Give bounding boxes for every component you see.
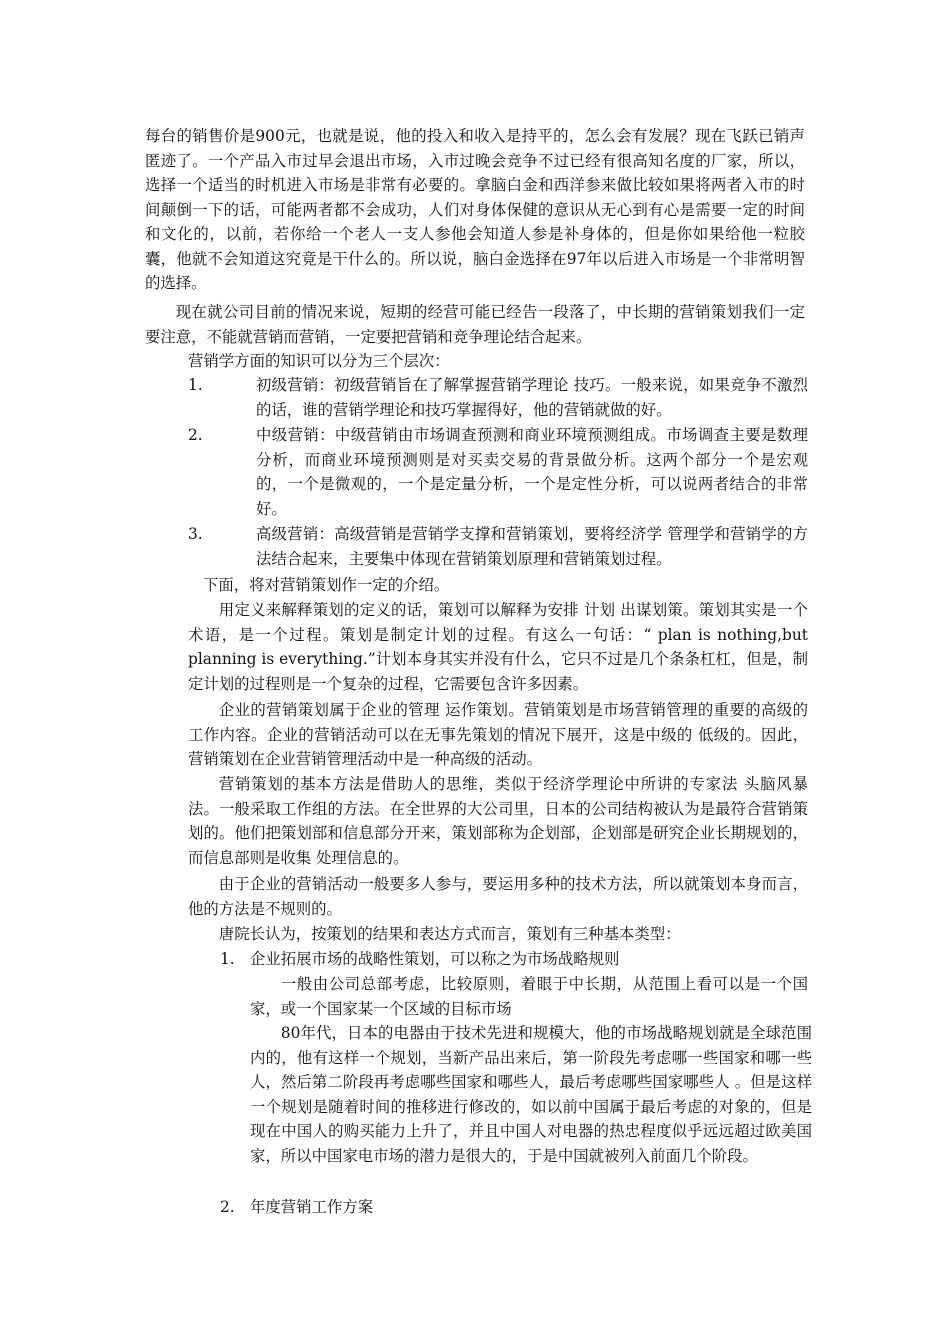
list-number: 1. — [188, 376, 203, 394]
paragraph-definition — [188, 598, 808, 696]
paragraph-type1-example — [250, 1021, 812, 1168]
paragraph-text: 一般由公司总部考虑，比较原则，着眼于中长期，从范围上看可以是一个国家，或一个国家某一个区域的目标市场 — [250, 975, 808, 1018]
paragraph-type1-description — [250, 972, 808, 1021]
list-item-level-3 — [188, 522, 808, 572]
list-number: 3. — [188, 525, 203, 543]
paragraph-text: 唐院长认为，按策划的结果和表达方式而言，策划有三种基本类型： — [218, 925, 681, 943]
paragraph-intro-planning — [203, 573, 803, 598]
list-text: 企业拓展市场的战略性策划，可以称之为市场战略规则 — [250, 950, 620, 968]
list-item-level-1 — [188, 373, 808, 423]
paragraph-text: 营销策划的基本方法是借助人的思维，类似于经济学理论中所讲的专家法 头脑风暴法。一般采取工作组的方法。在全世界的大公司里，日本的公司结构被认为是最符合营销策划的。他们把策划部和信息部分开来，策划部称为企划部，企划部是研究企业长期规划的，而信息部则是收集 处理信息的。 — [188, 775, 808, 867]
paragraph-text: 企业的营销策划属于企业的管理 运作策划。营销策划是市场营销管理的重要的高级的工作内容。企业的营销活动可以在无事先策划的情况下展开，这是中级的 低级的。因此，营销策划在企业营销管理活动中是一种高级的活动。 — [188, 701, 808, 768]
paragraph-three-types — [188, 922, 808, 947]
list-number: 2. — [188, 426, 203, 444]
paragraph-intro-continuation — [145, 124, 805, 296]
list-item-type-1 — [220, 947, 810, 972]
paragraph-text: 现在就公司目前的情况来说，短期的经营可能已经告一段落了，中长期的营销策划我们一定要注意，不能就营销而营销，一定要把营销和竞争理论结合起来。 — [145, 303, 805, 346]
paragraph-company-situation — [145, 300, 805, 349]
paragraph-text: 用定义来解释策划的定义的话，策划可以解释为安排 计划 出谋划策。策划其实是一个术语，是一个过程。策划是制定计划的过程。有这么一句话：“ plan is nothing,but planning is everything.”计划本身其实并没有什么，它只不过是几个条条杠杠，但是，制定计划的过程则是一个复杂的过程，它需要包含许多因素。 — [188, 601, 808, 693]
paragraph-text: 每台的销售价是900元，也就是说，他的投入和收入是持平的，怎么会有发展？现在飞跃已销声匿迹了。一个产品入市过早会退出市场，入市过晚会竞争不过已经有很高知名度的厂家，所以，选择一个适当的时机进入市场是非常有必要的。拿脑白金和西洋参来做比较如果将两者入市的时间颠倒一下的话，可能两者都不会成功，人们对身体保健的意识从无心到有心是需要一定的时间和文化的，以前，若你给一个老人一支人参他会知道人参是补身体的，但是你如果给他一粒胶囊，他就不会知道这究竟是干什么的。所以说，脑白金选择在97年以后进入市场是一个非常明智的选择。 — [145, 127, 805, 292]
paragraph-enterprise-planning — [188, 698, 808, 772]
list-text: 高级营销：高级营销是营销学支撑和营销策划，要将经济学 管理学和营销学的方法结合起来，主要集中体现在营销策划原理和营销策划过程。 — [256, 525, 808, 568]
paragraph-levels-intro — [188, 349, 808, 374]
paragraph-text: 下面，将对营销策划作一定的介绍。 — [203, 576, 450, 594]
paragraph-irregular-method — [188, 872, 808, 921]
list-number: 1. — [220, 950, 235, 968]
paragraph-text: 由于企业的营销活动一般要多人参与，要运用多种的技术方法，所以就策划本身而言，他的方法是不规则的。 — [188, 875, 808, 918]
paragraph-text: 80年代，日本的电器由于技术先进和规模大，他的市场战略规划就是全球范围内的，他有这样一个规划，当新产品出来后，第一阶段先考虑哪一些国家和哪一些人，然后第二阶段再考虑哪些国家和哪些人，最后考虑哪些国家哪些人 。但是这样一个规划是随着时间的推移进行修改的，如以前中国属于最后考虑的对象的，但是现在中国人的购买能力上升了，并且中国人对电器的热忠程度似乎远远超过欧美国家，所以中国家电市场的潜力是很大的，于是中国就被列入前面几个阶段。 — [250, 1024, 812, 1165]
list-text: 中级营销：中级营销由市场调查预测和商业环境预测组成。市场调查主要是数理分析，而商业环境预测则是对买卖交易的背景做分析。这两个部分一个是宏观的，一个是微观的，一个是定量分析，一个是定性分析，可以说两者结合的非常好。 — [256, 426, 808, 518]
list-text: 初级营销：初级营销旨在了解掌握营销学理论 技巧。一般来说，如果竞争不激烈的话，谁的营销学理论和技巧掌握得好，他的营销就做的好。 — [256, 376, 808, 419]
paragraph-basic-method — [188, 772, 808, 870]
list-text: 年度营销工作方案 — [250, 1198, 374, 1216]
list-number: 2. — [220, 1198, 235, 1216]
list-item-level-2 — [188, 423, 808, 521]
list-item-type-2 — [220, 1195, 810, 1220]
paragraph-text: 营销学方面的知识可以分为三个层次： — [188, 352, 450, 370]
